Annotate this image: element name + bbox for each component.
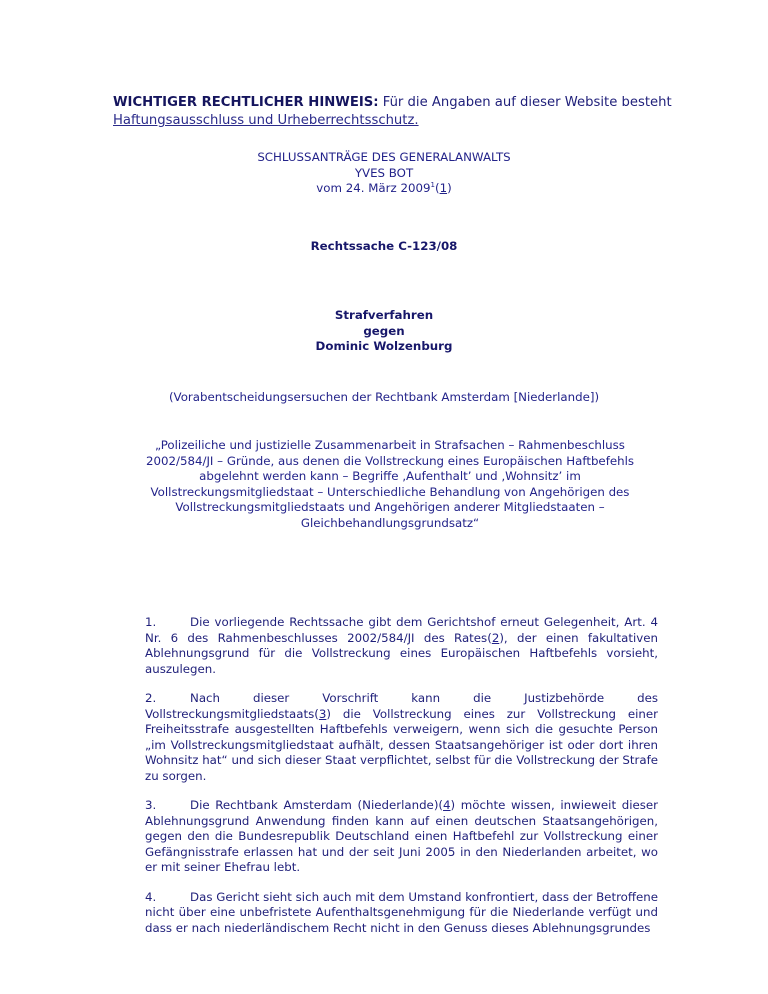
footnote-link-4[interactable]: 4 [443,798,451,812]
advocate-general-name: YVES BOT [354,165,414,180]
footnote-link-3[interactable]: 3 [318,706,327,721]
paragraph [145,691,658,784]
footnote-link-1[interactable]: 1 [439,181,448,196]
legal-notice-text: Für die Angaben auf dieser Website besteht [378,95,672,110]
reference-for-preliminary-ruling: (Vorabentscheidungsersuchen der Rechtbank Amsterdam [Niederlande]) [168,390,600,404]
paragraph [145,615,658,677]
footnote-superscript: 1 [430,181,435,190]
keywords-block: „Polizeiliche und justizielle Zusammenarbeit in Strafsachen – Rahmenbeschluss 2002/584/JI – Gründe, aus denen die Vollstreckung eines Europäischen Haftbefehls abgelehnt werden kann – Begriffe ‚Aufenthalt’ und ‚Wohnsitz’ im Vollstreckungsmitgliedstaat – Unterschiedliche Behandlung von Angehörigen des Vollstreckungsmitgliedstaats und Angehörigen anderer Mitgliedstaaten – Gleichbehandlungsgrundsatz“ [145,438,635,530]
paragraph-text: Die vorliegende Rechtssache gibt dem Gerichtshof erneut Gelegenheit, Art. 4 Nr. 6 des Rahmenbeschlusses 2002/584/JI des Rates( [145,615,658,645]
defendant-name: Dominic Wolzenburg [315,339,453,354]
opinion-title: SCHLUSSANTRÄGE DES GENERALANWALTS [257,150,511,164]
paragraph [145,798,658,876]
paragraph-text: ), der einen fakultativen Ablehnungsgrund für die Vollstreckung eines Europäischen Haftbefehls vorsieht, auszulegen. [145,630,658,676]
against-label: gegen [363,323,405,338]
disclaimer-link[interactable]: Haftungsausschluss und Urheberrechtsschutz. [113,113,419,128]
paragraph-number: 2. [145,691,157,705]
paragraph-number: 1. [145,615,157,629]
paragraph [145,890,658,937]
footnote-link-2[interactable]: 2 [491,630,500,645]
paragraph-text: Das Gericht sieht sich auch mit dem Umstand konfrontiert, dass der Betroffene nicht über eine unbefristete Aufenthaltsgenehmigung für die Niederlande verfügt und dass er nach niederländischem Recht nicht in den Genuss dieses Ablehnungsgrundes [145,889,658,935]
proceedings-label: Strafverfahren [334,308,434,322]
paragraph-number: 3. [145,798,157,812]
opinion-date-text: vom 24. März 2009 [316,181,431,196]
legal-notice-label: WICHTIGER RECHTLICHER HINWEIS: [113,95,379,110]
opinion-header [0,150,768,197]
paragraph-text: ) möchte wissen, inwieweit dieser Ablehnungsgrund Anwendung finden kann auf einen deutschen Staatsangehörigen, gegen den die Bundesrepublik Deutschland einen Haftbefehl zur Vollstreckung einer Gefängnisstrafe erlassen hat und der seit Juni 2005 in den Niederlanden arbeitet, wo er mit seiner Ehefrau lebt. [145,798,659,874]
paragraph-text: Nach dieser Vorschrift kann die Justizbehörde des Vollstreckungsmitgliedstaats( [145,691,658,721]
legal-notice [113,94,673,130]
opinion-date: vom 24. März 2009$^1$(1) [316,181,452,196]
opinion-body [145,615,658,950]
paragraph-number: 4. [145,889,157,904]
case-number: Rechtssache C-123/08 [310,239,458,253]
paragraph-text: ) die Vollstreckung eines zur Vollstreckung einer Freiheitsstrafe ausgestellten Haftbefehls verweigern, wenn sich die gesuchte Person „im Vollstreckungsmitgliedstaat aufhält, dessen Staatsangehöriger ist oder dort ihren Wohnsitz hat“ und sich dieser Staat verpflichtet, selbst für die Vollstreckung der Strafe zu sorgen. [145,706,658,783]
parties-block [0,308,768,355]
paragraph-text: Die Rechtbank Amsterdam (Niederlande)( [190,798,444,812]
